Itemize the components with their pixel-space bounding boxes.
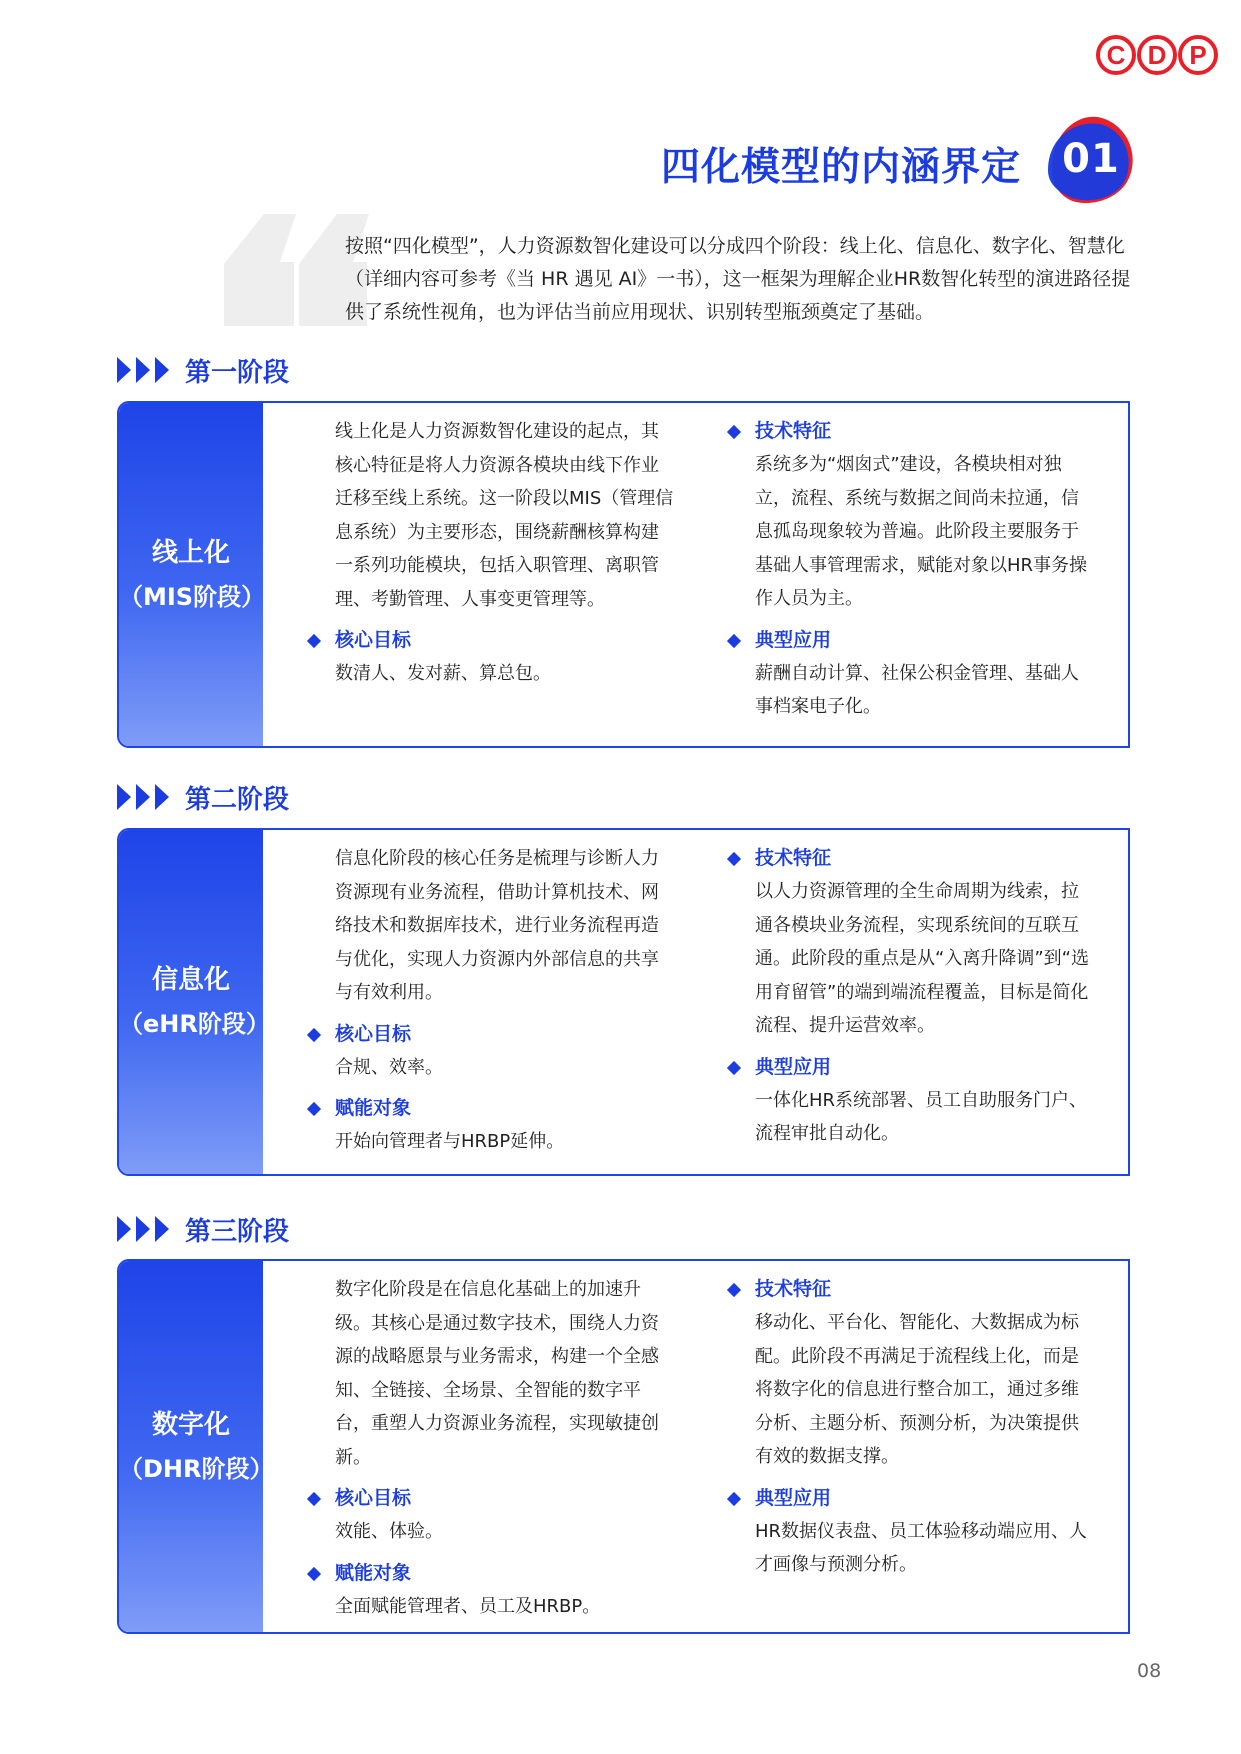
stage-side-title: 数字化 xyxy=(151,1409,230,1440)
section-number: 01 xyxy=(1062,136,1120,182)
stage-label: 第一阶段 xyxy=(185,357,290,388)
app-heading: 典型应用 xyxy=(755,624,1095,657)
goal-text: 效能、体验。 xyxy=(335,1521,443,1542)
stage-right-column xyxy=(755,842,1095,1151)
stage-card-3 xyxy=(117,1259,1130,1634)
stage-side-panel xyxy=(119,403,266,746)
cdp-logo xyxy=(1096,30,1218,80)
stage-label: 第二阶段 xyxy=(185,784,290,815)
stage-right-column xyxy=(755,1273,1095,1582)
app-text: 一体化HR系统部署、员工自助服务门户、流程审批自动化。 xyxy=(755,1089,1088,1144)
stage-right-column xyxy=(755,415,1095,724)
diamond-icon xyxy=(727,1283,741,1297)
stage-side-title: 线上化 xyxy=(151,537,230,568)
stage-left-column xyxy=(335,1273,675,1623)
target-text: 开始向管理者与HRBP延伸。 xyxy=(335,1131,565,1152)
stage-left-column xyxy=(335,842,675,1159)
goal-text: 数清人、发对薪、算总包。 xyxy=(335,663,551,684)
svg-text:D: D xyxy=(1147,40,1167,70)
stage-description: 线上化是人力资源数智化建设的起点，其核心特征是将人力资源各模块由线下作业迁移至线上系统。这一阶段以MIS（管理信息系统）为主要形态，围绕薪酬核算构建一系列功能模块，包括入职管理、离职管理、考勤管理、人事变更管理等。 xyxy=(335,421,674,610)
diamond-icon xyxy=(727,852,741,866)
triple-arrow-icon xyxy=(117,355,173,385)
stage-left-column xyxy=(335,415,675,691)
diamond-icon xyxy=(307,1102,321,1116)
triple-arrow-icon xyxy=(117,1214,173,1244)
tech-heading: 技术特征 xyxy=(755,415,1095,448)
app-text: 薪酬自动计算、社保公积金管理、基础人事档案电子化。 xyxy=(755,662,1079,717)
stage-header-1 xyxy=(117,350,289,390)
diamond-icon xyxy=(307,1566,321,1580)
stage-side-panel xyxy=(119,830,270,1174)
goal-heading: 核心目标 xyxy=(335,1018,675,1051)
tech-heading: 技术特征 xyxy=(755,842,1095,875)
stage-side-title: 信息化 xyxy=(151,965,230,995)
app-heading: 典型应用 xyxy=(755,1051,1095,1084)
diamond-icon xyxy=(727,425,741,439)
stage-description: 信息化阶段的核心任务是梳理与诊断人力资源现有业务流程，借助计算机技术、网络技术和数据库技术，进行业务流程再造与优化，实现人力资源内外部信息的共享与有效利用。 xyxy=(335,848,659,1003)
tech-text: 以人力资源管理的全生命周期为线索，拉通各模块业务流程，实现系统间的互联互通。此阶段的重点是从“入离升降调”到“选用育留管”的端到端流程覆盖，目标是简化流程、提升运营效率。 xyxy=(755,881,1089,1036)
diamond-icon xyxy=(307,634,321,648)
intro-paragraph: 按照“四化模型”，人力资源数智化建设可以分成四个阶段：线上化、信息化、数字化、智慧化（详细内容可参考《当 HR 遇见 AI》一书），这一框架为理解企业HR数智化转型的演进路径提供了系统性视角，也为评估当前应用现状、识别转型瓶颈奠定了基础。 xyxy=(345,235,1131,323)
stage-card-1 xyxy=(117,401,1130,748)
stage-header-2 xyxy=(117,777,289,817)
app-heading: 典型应用 xyxy=(755,1482,1095,1515)
goal-text: 合规、效率。 xyxy=(335,1056,443,1078)
app-text: HR数据仪表盘、员工体验移动端应用、人才画像与预测分析。 xyxy=(755,1520,1088,1575)
tech-heading: 技术特征 xyxy=(755,1273,1095,1306)
stage-label: 第三阶段 xyxy=(185,1216,290,1247)
stage-side-subtitle: （eHR阶段） xyxy=(119,1010,270,1038)
section-number-badge xyxy=(1044,112,1138,206)
stage-side-subtitle: （MIS阶段） xyxy=(119,582,266,611)
diamond-icon xyxy=(307,1027,321,1041)
stage-description: 数字化阶段是在信息化基础上的加速升级。其核心是通过数字技术，围绕人力资源的战略愿景与业务需求，构建一个全感知、全链接、全场景、全智能的数字平台，重塑人力资源业务流程，实现敏捷创新。 xyxy=(335,1279,659,1468)
tech-text: 移动化、平台化、智能化、大数据成为标配。此阶段不再满足于流程线上化，而是将数字化的信息进行整合加工，通过多维分析、主题分析、预测分析，为决策提供有效的数据支撑。 xyxy=(755,1312,1079,1467)
stage-side-panel xyxy=(119,1261,274,1632)
svg-text:P: P xyxy=(1189,40,1207,70)
tech-text: 系统多为“烟囱式”建设，各模块相对独立，流程、系统与数据之间尚未拉通，信息孤岛现象较为普遍。此阶段主要服务于基础人事管理需求，赋能对象以HR事务操作人员为主。 xyxy=(755,454,1088,609)
stage-side-subtitle: （DHR阶段） xyxy=(119,1454,274,1483)
page-number: 08 xyxy=(1137,1660,1162,1682)
target-heading: 赋能对象 xyxy=(335,1557,675,1590)
diamond-icon xyxy=(727,633,741,647)
diamond-icon xyxy=(727,1060,741,1074)
diamond-icon xyxy=(727,1491,741,1505)
stage-header-3 xyxy=(117,1209,289,1249)
stage-card-2 xyxy=(117,828,1130,1176)
diamond-icon xyxy=(307,1492,321,1506)
target-text: 全面赋能管理者、员工及HRBP。 xyxy=(335,1595,601,1617)
goal-heading: 核心目标 xyxy=(335,1482,675,1515)
target-heading: 赋能对象 xyxy=(335,1092,675,1125)
page-title: 四化模型的内涵界定 xyxy=(660,145,1021,190)
goal-heading: 核心目标 xyxy=(335,624,675,657)
svg-text:C: C xyxy=(1106,40,1126,70)
triple-arrow-icon xyxy=(117,782,173,812)
